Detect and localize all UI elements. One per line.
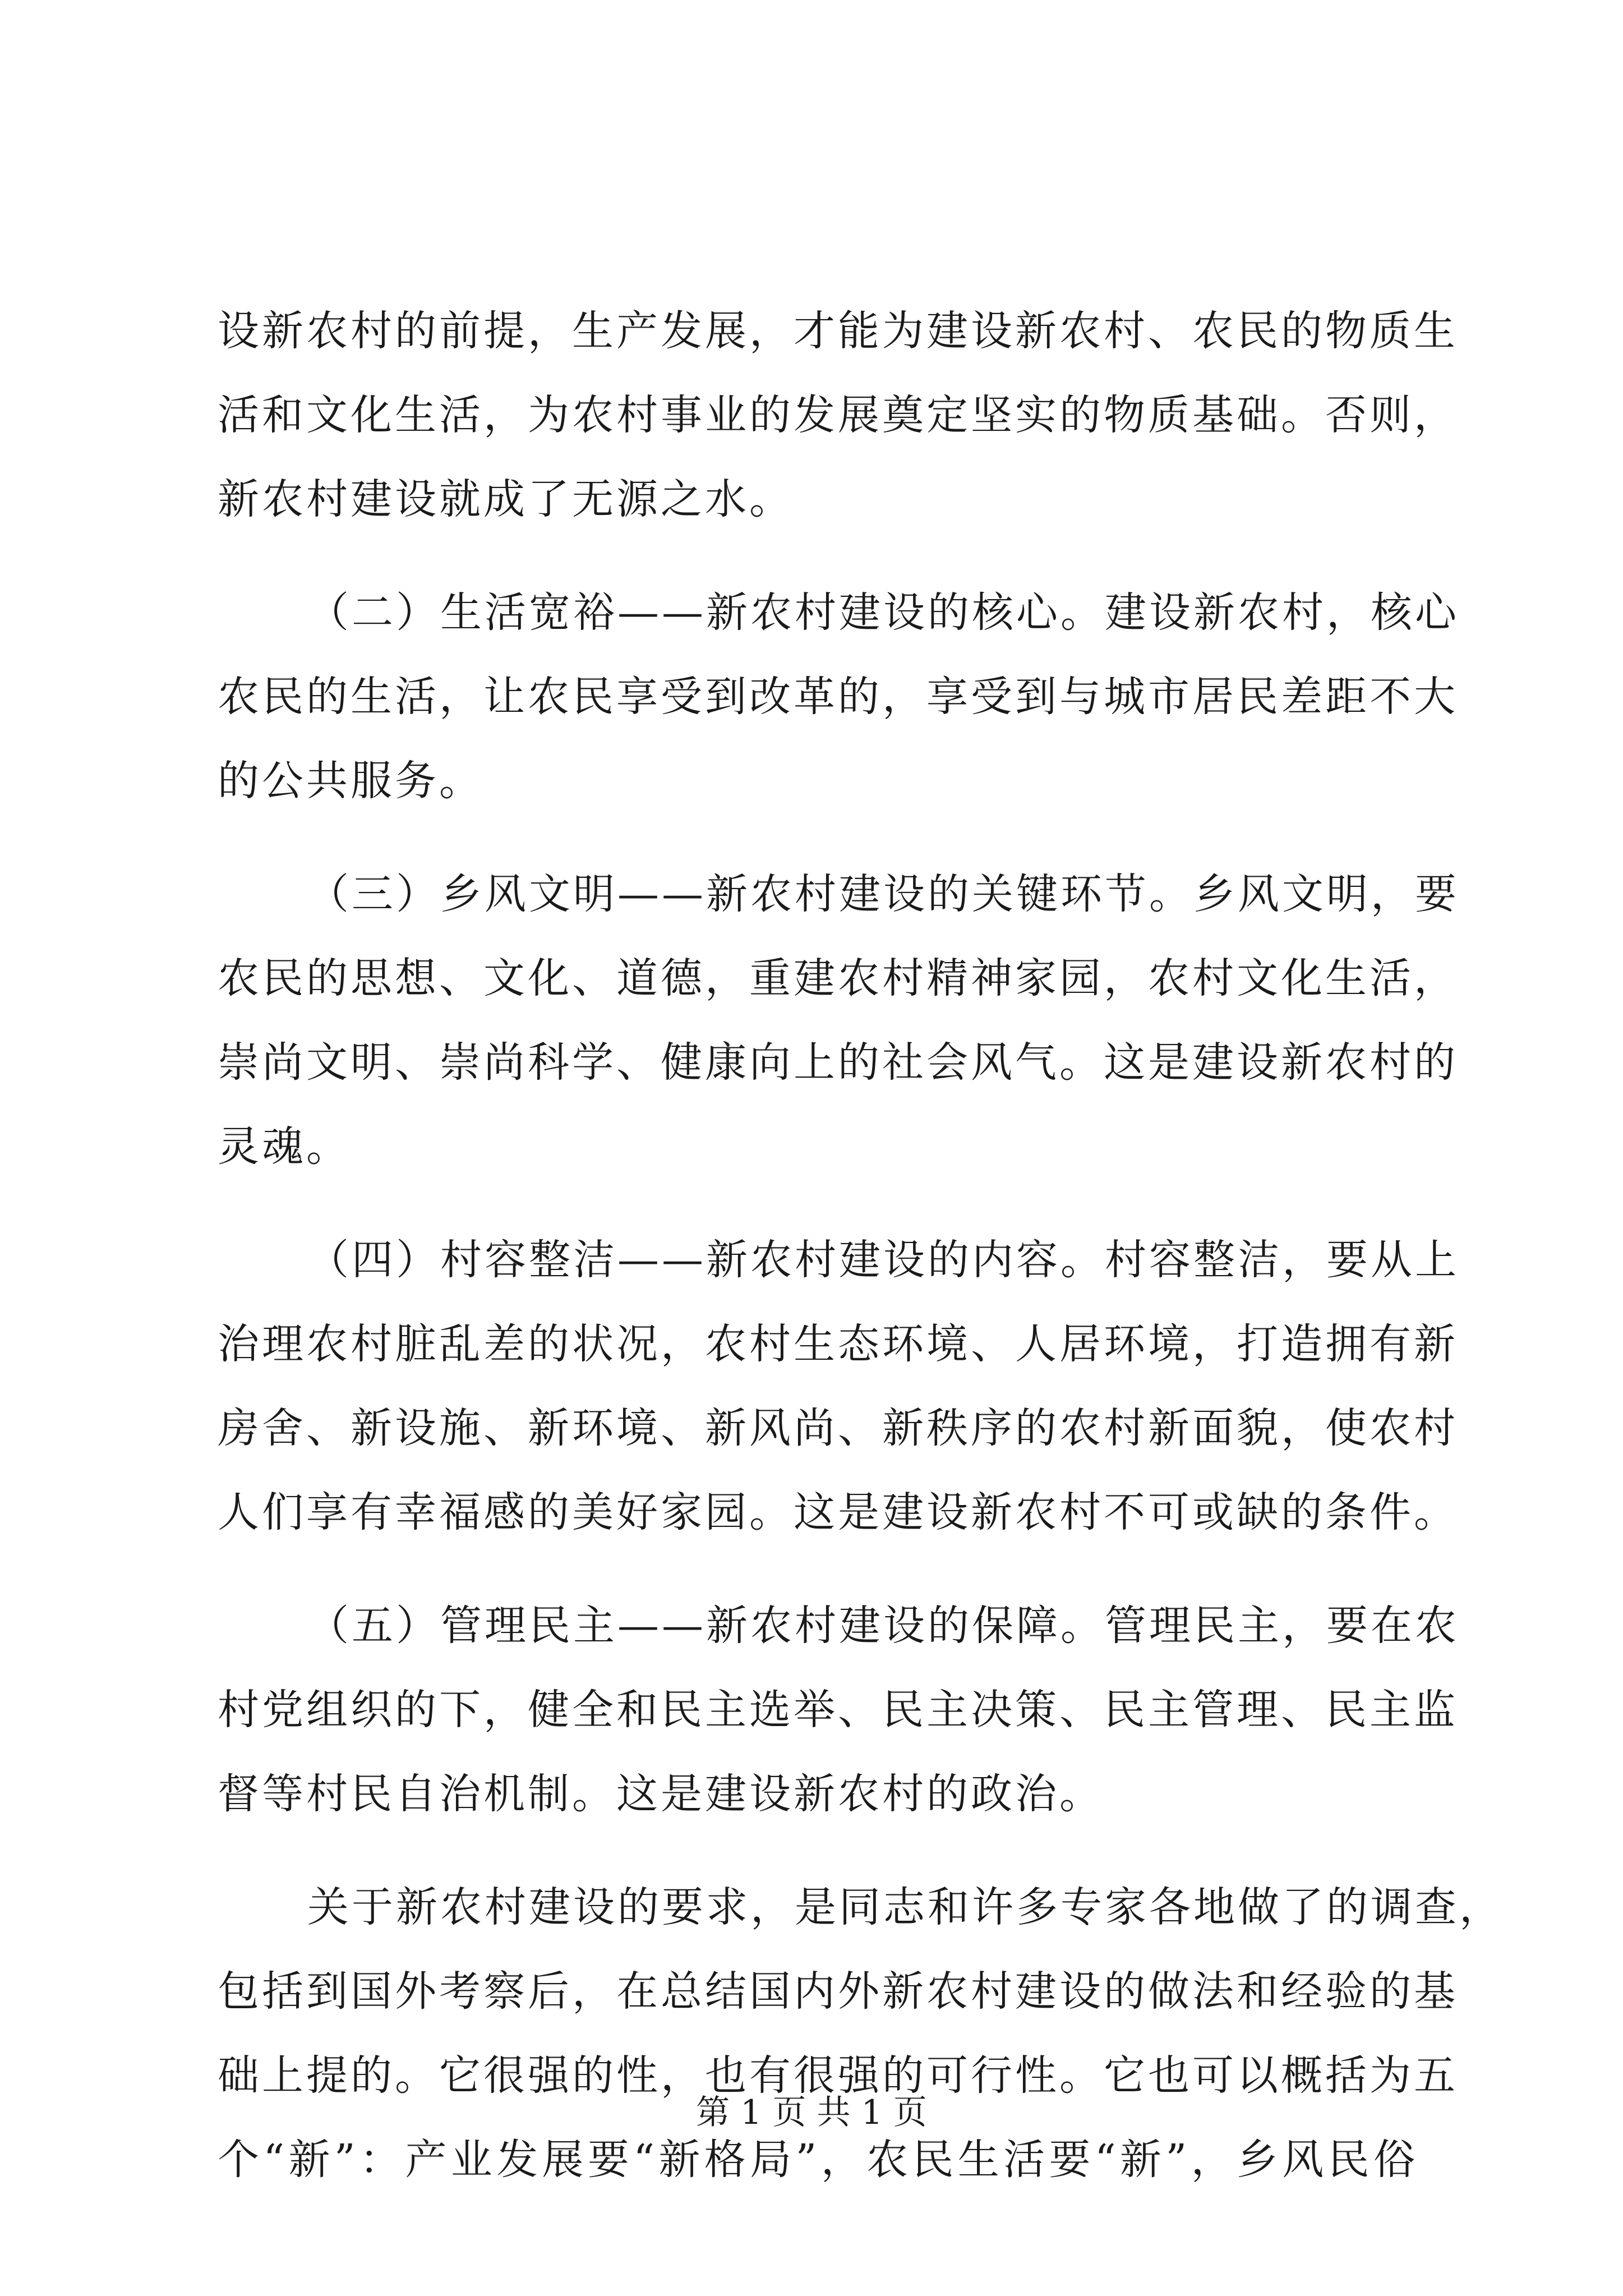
document-body [218,289,1504,2202]
text-line: 包括到国外考察后，在总结国内外新农村建设的做法和经验的基 [218,1967,1458,2016]
text-line: 新农村建设就成了无源之水。 [218,475,794,523]
text-line: 础上提的。它很强的性，也有很强的可行性。它也可以概括为五 [218,2051,1458,2100]
text-line: 的公共服务。 [218,757,483,805]
text-line: 活和文化生活，为农村事业的发展奠定坚实的物质基础。否则， [218,391,1458,439]
page-number-footer: 第 1 页 共 1 页 [696,2093,927,2132]
text-line: 农民的思想、文化、道德，重建农村精神家园，农村文化生活， [218,954,1458,1002]
paragraph [218,852,1459,1189]
text-line: （五）管理民主——新农村建设的保障。管理民主，要在农 [307,1602,1459,1650]
text-line: （二）生活宽裕——新农村建设的核心。建设新农村，核心 [307,588,1459,637]
paragraph [218,1865,1504,2202]
text-line: （四）村容整洁——新农村建设的内容。村容整洁，要从上 [307,1236,1459,1284]
text-line: 治理农村脏乱差的状况，农村生态环境、人居环境，打造拥有新 [218,1320,1458,1368]
text-line: 村党组织的下，健全和民主选举、民主决策、民主管理、民主监 [218,1686,1458,1734]
text-line: 设新农村的前提，生产发展，才能为建设新农村、农民的物质生 [218,307,1458,355]
text-line: 灵魂。 [218,1122,351,1171]
text-line: 个“新”：产业发展要“新格局”，农民生活要“新”，乡风民俗 [218,2136,1418,2184]
paragraph [218,1584,1459,1836]
text-line: （三）乡风文明——新农村建设的关键环节。乡风文明，要 [307,870,1459,918]
text-line: 农民的生活，让农民享受到改革的，享受到与城市居民差距不大 [218,673,1458,721]
paragraph [218,570,1459,823]
text-line: 人们享有幸福感的美好家园。这是建设新农村不可或缺的条件。 [218,1488,1458,1536]
text-line: 关于新农村建设的要求，是同志和许多专家各地做了的调查， [307,1883,1504,1931]
paragraph [218,289,1458,541]
text-line: 崇尚文明、崇尚科学、健康向上的社会风气。这是建设新农村的 [218,1038,1458,1087]
text-line: 督等村民自治机制。这是建设新农村的政治。 [218,1770,1104,1818]
paragraph [218,1218,1459,1554]
text-line: 房舍、新设施、新环境、新风尚、新秩序的农村新面貌，使农村 [218,1404,1458,1452]
